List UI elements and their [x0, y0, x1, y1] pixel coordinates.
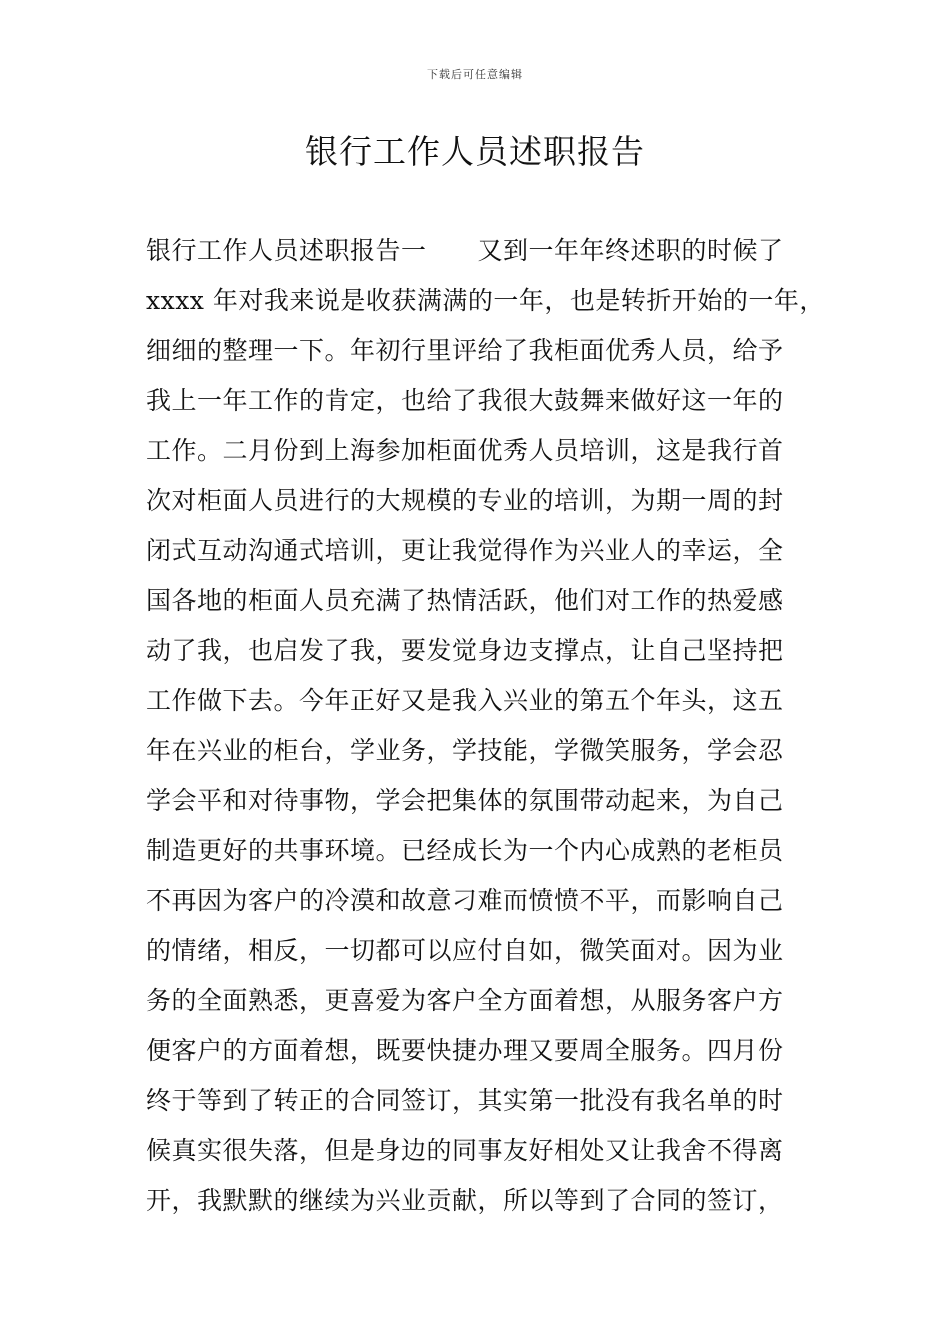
body-line: 务的全面熟悉，更喜爱为客户全方面着想，从服务客户方	[146, 986, 784, 1015]
body-line: 制造更好的共事环境。已经成长为一个内心成熟的老柜员	[146, 836, 784, 865]
body-line: 的情绪，相反，一切都可以应付自如，微笑面对。因为业	[146, 936, 784, 965]
body-line: 国各地的柜面人员充满了热情活跃，他们对工作的热爱感	[146, 586, 784, 615]
body-line: 闭式互动沟通式培训，更让我觉得作为兴业人的幸运，全	[146, 536, 784, 565]
body-line: 银行工作人员述职报告一 又到一年年终述职的时候了	[146, 236, 784, 265]
body-line: 我上一年工作的肯定，也给了我很大鼓舞来做好这一年的	[146, 386, 784, 415]
body-line: 工作。二月份到上海参加柜面优秀人员培训，这是我行首	[146, 436, 784, 465]
body-line: 动了我，也启发了我，要发觉身边支撑点，让自己坚持把	[146, 636, 784, 665]
body-line: 开，我默默的继续为兴业贡献，所以等到了合同的签订，	[146, 1186, 784, 1215]
body-paragraph	[146, 226, 826, 1226]
body-line: 学会平和对待事物，学会把集体的氛围带动起来，为自己	[146, 786, 784, 815]
body-line: 终于等到了转正的合同签订，其实第一批没有我名单的时	[146, 1086, 784, 1115]
body-line: 便客户的方面着想，既要快捷办理又要周全服务。四月份	[146, 1036, 784, 1065]
body-line: 工作做下去。今年正好又是我入兴业的第五个年头，这五	[146, 686, 784, 715]
body-line: xxxx 年对我来说是收获满满的一年，也是转折开始的一年，	[146, 286, 825, 315]
body-line: 细细的整理一下。年初行里评给了我柜面优秀人员，给予	[146, 336, 784, 365]
document-title: 银行工作人员述职报告	[305, 132, 645, 171]
body-line: 年在兴业的柜台，学业务，学技能，学微笑服务，学会忍	[146, 736, 784, 765]
body-line: 次对柜面人员进行的大规模的专业的培训，为期一周的封	[146, 486, 784, 515]
body-line: 候真实很失落，但是身边的同事友好相处又让我舍不得离	[146, 1136, 784, 1165]
body-line: 不再因为客户的冷漠和故意刁难而愤愤不平，而影响自己	[146, 886, 784, 915]
header-note: 下载后可任意编辑	[427, 68, 523, 81]
